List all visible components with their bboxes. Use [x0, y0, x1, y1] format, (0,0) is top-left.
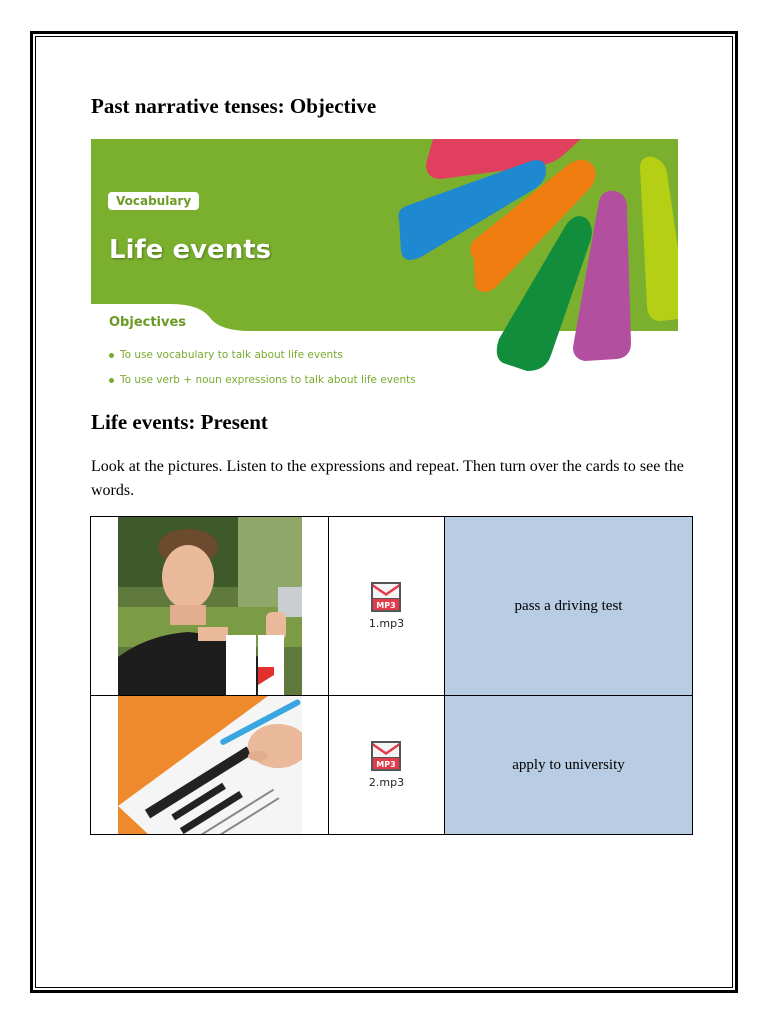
objectives-heading: Objectives — [109, 315, 187, 330]
image-cell — [91, 517, 329, 696]
university-form-photo — [118, 696, 302, 834]
audio-filename: 1.mp3 — [368, 616, 405, 630]
table-row — [91, 517, 693, 696]
bullet-icon — [109, 378, 114, 383]
objective-item: To use verb + noun expressions to talk about life events — [109, 374, 416, 386]
banner-title: Life events — [109, 235, 272, 265]
audio-cell — [329, 696, 445, 835]
svg-text:MP3: MP3 — [376, 600, 397, 610]
present-heading: Life events: Present — [91, 410, 268, 434]
table-row — [91, 696, 693, 835]
objective-item: To use vocabulary to talk about life events — [109, 349, 343, 361]
mp3-file-icon — [370, 740, 402, 772]
audio-filename: 2.mp3 — [368, 775, 405, 789]
bullet-icon — [109, 353, 114, 358]
mp3-file-icon — [370, 581, 402, 613]
life-events-banner — [91, 139, 678, 391]
svg-text:MP3: MP3 — [376, 759, 397, 769]
phrase-cell: apply to university — [445, 696, 693, 835]
audio-attachment[interactable] — [369, 581, 404, 632]
vocabulary-table — [90, 516, 693, 835]
audio-cell — [329, 517, 445, 696]
audio-attachment[interactable] — [369, 740, 404, 791]
image-cell — [91, 696, 329, 835]
objective-heading: Past narrative tenses: Objective — [91, 94, 377, 118]
instructions-text: Look at the pictures. Listen to the expressions and repeat. Then turn over the cards to see the words. — [91, 458, 684, 499]
phrase-cell: pass a driving test — [445, 517, 693, 696]
driving-test-photo — [118, 517, 302, 695]
vocabulary-tag: Vocabulary — [108, 192, 199, 210]
